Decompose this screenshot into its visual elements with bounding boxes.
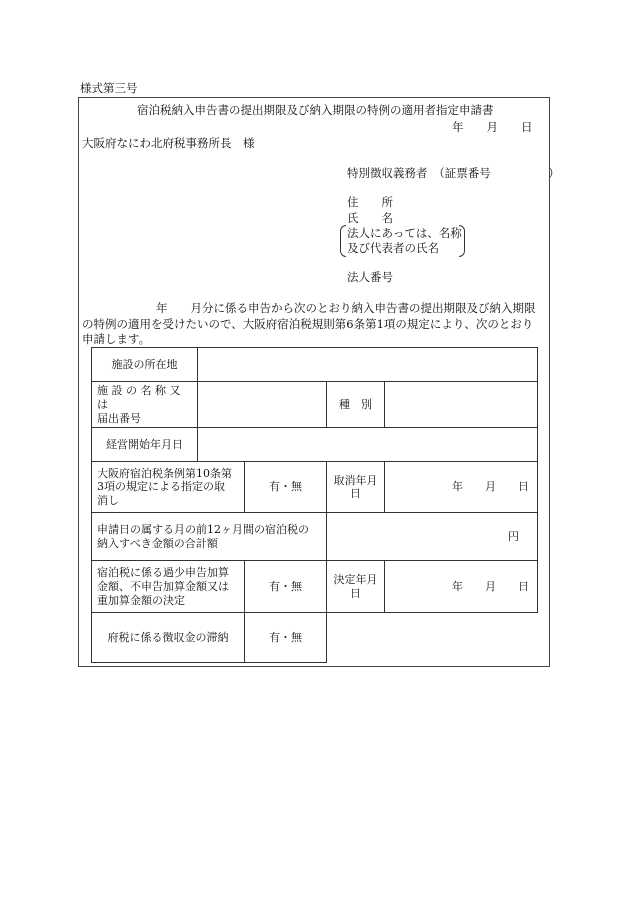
facility-location-field[interactable] [198,348,538,382]
total-amount-label: 申請日の属する月の前12ヶ月間の宿泊税の 納入すべき金額の合計額 [92,513,327,561]
table-row [92,513,538,561]
category-label: 種 別 [327,382,385,428]
table-row [92,462,538,513]
corp-number-label: 法人番号 [347,270,393,284]
corp-note-2: 及び代表者の氏名 [347,241,439,255]
corp-note-1: 法人にあっては、名称 [347,226,462,240]
table-row [92,382,538,428]
left-bracket [340,225,346,257]
body-line-3: 申請します。 [82,332,151,346]
table-row [92,348,538,382]
table-row [92,428,538,462]
facility-name-label: 施 設 の 名 称 又 は 届出番号 [92,382,198,428]
total-amount-field[interactable]: 円 [327,513,538,561]
decision-date-field[interactable]: 年 月 日 [385,561,538,613]
application-table [91,347,538,663]
revocation-date-field[interactable]: 年 月 日 [385,462,538,513]
body-line-1: 年 月分に係る申告から次のとおり納入申告書の提出期限及び納入期限 [156,301,536,315]
penalty-label: 宿泊税に係る過少申告加算 金額、不申告加算金額又は 重加算金額の決定 [92,561,245,613]
addressee: 大阪府なにわ北府税事務所長 様 [82,136,255,150]
facility-location-label: 施設の所在地 [92,348,198,382]
start-date-field[interactable] [198,428,538,462]
empty-cell [327,613,385,663]
penalty-choice[interactable]: 有・無 [245,561,327,613]
decision-date-label: 決定年月日 [327,561,385,613]
table-row [92,613,538,663]
revocation-label: 大阪府宿泊税条例第10条第 3項の規定による指定の取 消し [92,462,245,513]
right-bracket [459,225,465,257]
table-row [92,561,538,613]
form-number: 様式第三号 [80,81,138,95]
obligor-label: 特別徴収義務者 （証票番号 ） [347,166,560,180]
revocation-choice[interactable]: 有・無 [245,462,327,513]
category-field[interactable] [385,382,538,428]
form-title: 宿泊税納入申告書の提出期限及び納入期限の特例の適用者指定申請書 [137,103,494,117]
date-line: 年 月 日 [452,120,533,134]
address-label: 住 所 [347,195,393,209]
body-line-2: の特例の適用を受けたいので、大阪府宿泊税規則第6条第1項の規定により、次のとおり [82,317,534,331]
revocation-date-label: 取消年月日 [327,462,385,513]
arrears-label: 府税に係る徴収金の滞納 [92,613,245,663]
empty-cell [385,613,538,663]
arrears-choice[interactable]: 有・無 [245,613,327,663]
start-date-label: 経営開始年月日 [92,428,198,462]
name-label: 氏 名 [347,211,393,225]
facility-name-field[interactable] [198,382,327,428]
